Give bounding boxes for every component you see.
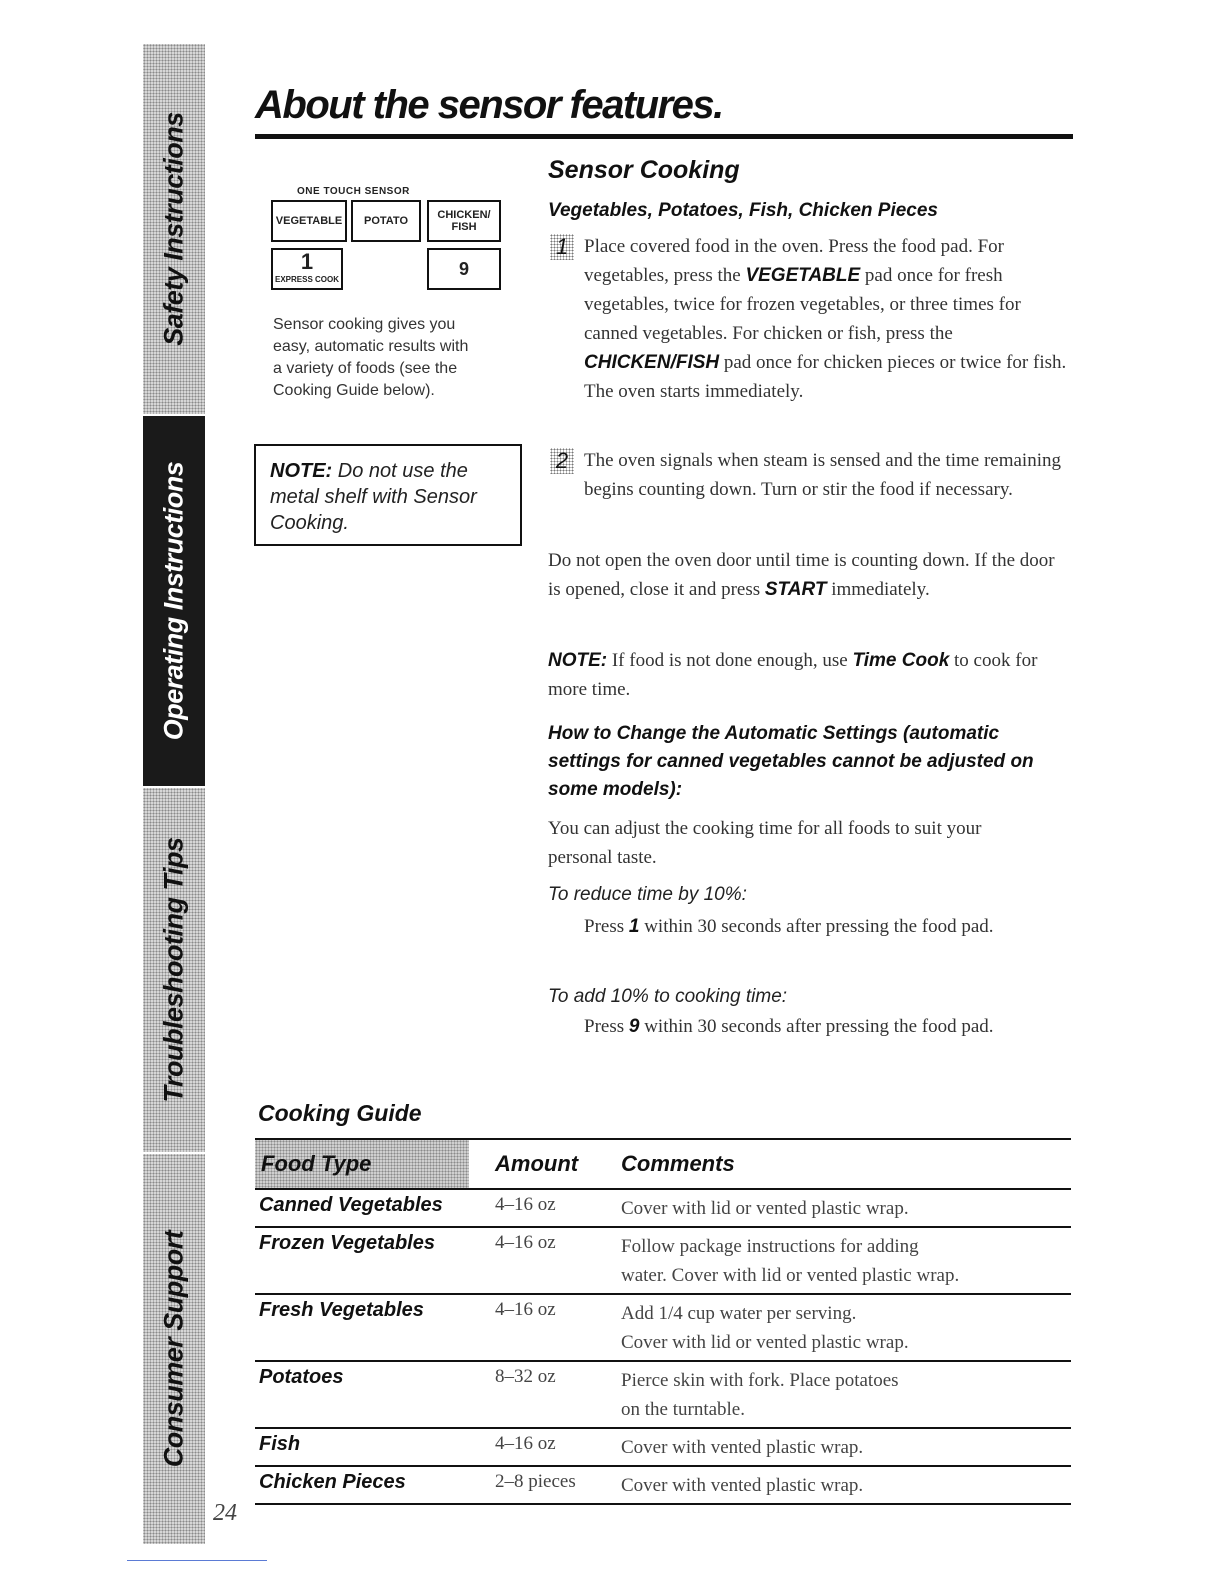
- text-span: If food is not done enough, use: [607, 650, 853, 671]
- amount-cell: 4–16 oz: [495, 1299, 556, 1320]
- comments-cell: [621, 1294, 1071, 1361]
- comments-cell: [621, 1361, 1071, 1428]
- comment-line: Cover with lid or vented plastic wrap.: [621, 1198, 909, 1219]
- note-text: metal shelf with Sensor: [270, 486, 477, 508]
- comment-line: Follow package instructions for adding: [621, 1236, 919, 1257]
- table-row: [255, 1189, 1071, 1227]
- keypad-caption-line: easy, automatic results with: [273, 338, 469, 355]
- comments-cell: [621, 1428, 1071, 1466]
- note-text: Do not use the: [337, 460, 468, 482]
- food-cell: Potatoes: [259, 1366, 344, 1388]
- key-1-sublabel: EXPRESS COOK: [274, 275, 339, 284]
- step-number-1: 1: [550, 234, 574, 260]
- text-span: Press: [584, 1016, 629, 1037]
- amount-header: Amount: [495, 1151, 579, 1176]
- note-label: NOTE:: [270, 460, 333, 482]
- amount-cell: 4–16 oz: [495, 1232, 556, 1253]
- note-box: [254, 444, 522, 546]
- table-row: [255, 1466, 1071, 1504]
- comment-line: Cover with lid or vented plastic wrap.: [621, 1332, 909, 1353]
- text-span: Place covered food in the oven. Press the food pad. For vegetables, press the: [584, 236, 1005, 286]
- comments-cell: [621, 1227, 1071, 1294]
- change-settings-heading: How to Change the Automatic Settings (automatic settings for canned vegetables cannot be adjusted on some models):: [548, 723, 1034, 800]
- sensor-subheading: Vegetables, Potatoes, Fish, Chicken Pieces: [548, 200, 939, 221]
- food-cell: Fresh Vegetables: [259, 1299, 424, 1321]
- add-label: To add 10% to cooking time:: [548, 986, 788, 1007]
- comments-cell: [621, 1189, 1071, 1227]
- sidebar-tab-label: Consumer Support: [158, 1230, 189, 1468]
- potato-key: POTATO: [351, 200, 421, 242]
- door-paragraph: [548, 546, 1068, 604]
- comment-line: Cover with vented plastic wrap.: [621, 1437, 864, 1458]
- food-cell: Fish: [259, 1433, 301, 1455]
- reduce-text: [548, 912, 1068, 941]
- chicken-fish-key-line1: CHICKEN/: [437, 209, 491, 221]
- sidebar-tab-safety-instructions[interactable]: [143, 44, 205, 414]
- text-span: pad once for chicken pieces or twice for fish. The oven starts immediately.: [584, 352, 1067, 402]
- page-title: About the sensor features.: [255, 83, 723, 127]
- table-row: [255, 1361, 1071, 1428]
- chicken-fish-key: [427, 200, 501, 242]
- keypad-caption-line: Sensor cooking gives you: [273, 316, 456, 333]
- sidebar-tab-label: Operating Instructions: [158, 461, 189, 741]
- key-9-ref: 9: [628, 1016, 640, 1037]
- chicken-fish-pad-ref: CHICKEN/FISH: [584, 352, 720, 373]
- amount-cell: 4–16 oz: [495, 1433, 556, 1454]
- comment-line: Cover with vented plastic wrap.: [621, 1475, 864, 1496]
- vegetable-pad-ref: VEGETABLE: [745, 265, 861, 286]
- table-row: [255, 1428, 1071, 1466]
- reduce-label: To reduce time by 10%:: [548, 884, 747, 905]
- table-header-row: [255, 1139, 1071, 1189]
- text-span: Press: [584, 916, 629, 937]
- food-type-header: Food Type: [255, 1139, 469, 1189]
- note-inline-label: NOTE:: [548, 650, 608, 671]
- amount-cell: 2–8 pieces: [495, 1471, 576, 1492]
- step-2-text: The oven signals when steam is sensed and the time remaining begins counting down. Turn or stir the food if necessary.: [584, 450, 1061, 500]
- keypad-caption-line: Cooking Guide below).: [273, 382, 435, 399]
- page-number: 24: [213, 1500, 237, 1526]
- sidebar-tab-label: Safety Instructions: [158, 112, 189, 346]
- sidebar-tab-label: Troubleshooting Tips: [158, 837, 189, 1103]
- keypad-title: ONE TOUCH SENSOR: [297, 186, 410, 197]
- key-9: 9: [427, 248, 501, 290]
- food-cell: Frozen Vegetables: [259, 1232, 435, 1254]
- sidebar-tab-troubleshooting-tips[interactable]: [143, 788, 205, 1152]
- keypad-caption: [273, 314, 468, 402]
- key-1-label: 1: [300, 249, 314, 274]
- table-row: [255, 1294, 1071, 1361]
- comment-line: Add 1/4 cup water per serving.: [621, 1303, 857, 1324]
- food-cell: Chicken Pieces: [259, 1471, 406, 1493]
- comments-header: Comments: [621, 1151, 735, 1176]
- start-pad-ref: START: [764, 579, 827, 600]
- text-span: within 30 seconds after pressing the food pad.: [639, 1016, 994, 1037]
- sensor-cooking-heading: Sensor Cooking: [548, 156, 740, 184]
- step-1-text: [584, 232, 1068, 406]
- amount-cell: 4–16 oz: [495, 1194, 556, 1215]
- sidebar-tab-consumer-support[interactable]: [143, 1154, 205, 1544]
- cooking-guide-table: [255, 1138, 1071, 1505]
- cooking-guide-title: Cooking Guide: [258, 1100, 422, 1126]
- express-cook-key: [271, 248, 343, 290]
- footer-divider: [127, 1560, 267, 1561]
- section-sidebar: [143, 44, 205, 1544]
- table-row: [255, 1227, 1071, 1294]
- text-span: within 30 seconds after pressing the food pad.: [639, 916, 994, 937]
- step-number-2: 2: [550, 448, 574, 474]
- add-text: [548, 1012, 1068, 1041]
- text-span: to cook for more time.: [548, 650, 1038, 700]
- title-rule: [255, 134, 1073, 139]
- amount-cell: 8–32 oz: [495, 1366, 556, 1387]
- comments-cell: [621, 1466, 1071, 1504]
- note-paragraph: [548, 646, 1068, 704]
- keypad-caption-line: a variety of foods (see the: [273, 360, 458, 377]
- comment-line: on the turntable.: [621, 1399, 745, 1420]
- sidebar-tab-operating-instructions[interactable]: [143, 416, 205, 786]
- vegetable-key: VEGETABLE: [271, 200, 347, 242]
- keypad-illustration: [257, 158, 523, 416]
- text-span: immediately.: [826, 579, 930, 600]
- text-span: Do not open the oven door until time is counting down. If the door is opened, close it and press: [548, 550, 1055, 600]
- food-cell: Canned Vegetables: [259, 1194, 443, 1216]
- note-text: Cooking.: [270, 512, 349, 534]
- comment-line: Pierce skin with fork. Place potatoes: [621, 1370, 899, 1391]
- time-cook-ref: Time Cook: [852, 650, 950, 671]
- change-settings-text: You can adjust the cooking time for all foods to suit your personal taste.: [548, 818, 982, 868]
- comment-line: water. Cover with lid or vented plastic wrap.: [621, 1265, 960, 1286]
- chicken-fish-key-line2: FISH: [451, 221, 477, 233]
- key-1-ref: 1: [628, 916, 640, 937]
- text-span: pad once for fresh vegetables, twice for frozen vegetables, or three times for canned vegetables. For chicken or fish, press the: [584, 265, 1021, 344]
